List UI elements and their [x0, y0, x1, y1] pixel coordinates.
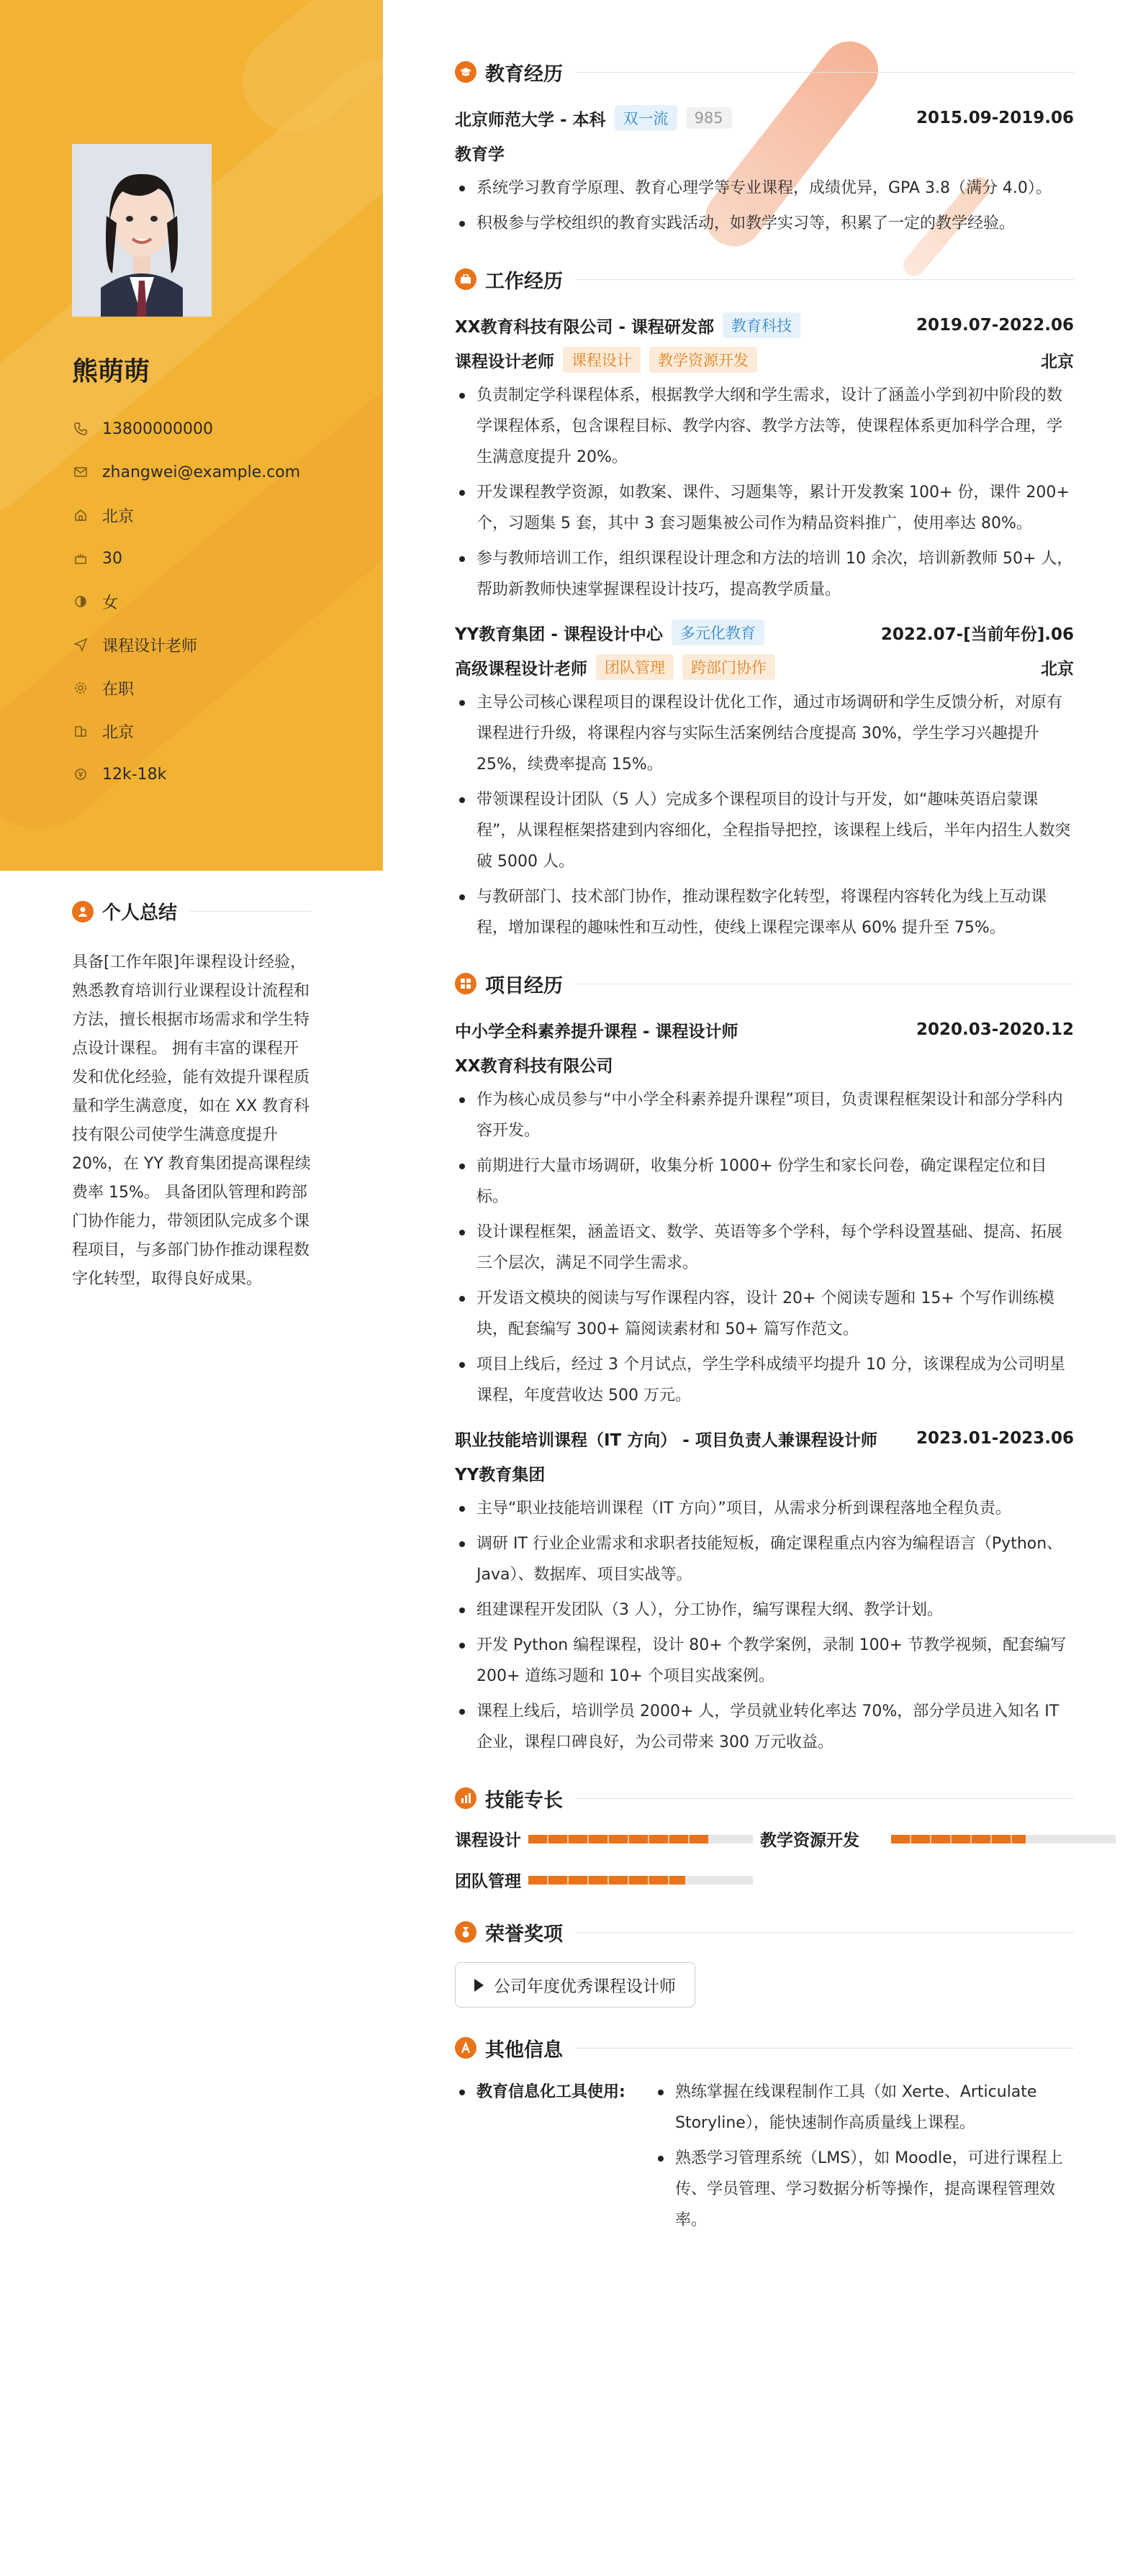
contact-info-list [72, 407, 300, 796]
bullet-list [455, 1084, 1074, 1411]
section-title: 教育经历 [485, 63, 563, 86]
info-text: 13800000000 [102, 419, 213, 438]
award-name: 公司年度优秀课程设计师 [494, 1977, 676, 1996]
list-item: 开发课程教学资源，如教案、课件、习题集等，累计开发教案 100+ 份，课件 200+ 个，习题集 5 套，其中 3 套习题集被公司作为精品资料推广，使用率达 80%。 [455, 477, 1074, 539]
education-section [455, 56, 1074, 239]
project-entry [455, 1421, 1074, 1758]
phone-icon [72, 420, 89, 437]
bullet-list [455, 1493, 1074, 1758]
age-icon [72, 550, 89, 567]
bullet-list [455, 687, 1074, 943]
tag: 985 [686, 107, 732, 129]
list-item: 设计课程框架，涵盖语文、数学、英语等多个学科，每个学科设置基础、提高、拓展三个层次，满足不同学生需求。 [455, 1217, 1074, 1279]
briefcase-icon [455, 268, 476, 290]
entry-heading [455, 101, 1074, 135]
list-item: 带领课程设计团队（5 人）完成多个课程项目的设计与开发，如“趣味英语启蒙课程”，从课程框架搭建到内容细化，全程指导把控，该课程上线后，半年内招生人数突破 5000 人。 [455, 784, 1074, 877]
entry-subheading [455, 135, 1074, 170]
summary-header [72, 898, 311, 925]
list-item: 熟练掌握在线课程制作工具（如 Xerte、Articulate Storyline），能快速制作高质量线上课程。 [654, 2077, 1074, 2139]
period: 2022.07-[当前年份].06 [880, 625, 1074, 644]
project-entry [455, 1012, 1074, 1411]
info-phone [72, 407, 300, 450]
divider [576, 1798, 1074, 1799]
tag: 课程设计 [563, 347, 641, 373]
person-icon [72, 901, 94, 922]
gender-icon [72, 593, 89, 610]
work-header [455, 263, 1074, 295]
main-content [455, 56, 1074, 2264]
info-location [72, 494, 300, 537]
school-name: 北京师范大学 - 本科 [455, 110, 606, 130]
projects-section [455, 968, 1074, 1758]
work-entry [455, 615, 1074, 943]
skill-name: 课程设计 [455, 1831, 521, 1850]
section-title: 其他信息 [485, 2038, 563, 2062]
info-text: 课程设计老师 [102, 637, 198, 656]
entry-heading [455, 1421, 1074, 1456]
tag: 跨部门协作 [682, 654, 775, 680]
role: 课程设计老师 [455, 352, 554, 371]
section-title: 项目经历 [485, 974, 563, 997]
list-item: 负责制定学科课程体系，根据教学大纲和学生需求，设计了涵盖小学到初中阶段的数学课程体系，包含课程目标、教学内容、教学方法等，使课程体系更加科学合理，学生满意度提升 20%。 [455, 380, 1074, 473]
divider [576, 1932, 1074, 1933]
tag: 双一流 [615, 105, 677, 131]
city: 北京 [1041, 352, 1074, 371]
gear-icon [72, 679, 89, 697]
building-icon [72, 722, 89, 740]
list-item: 与教研部门、技术部门协作，推动课程数字化转型，将课程内容转化为线上互动课程，增加课程的趣味性和互动性，使线上课程完课率从 60% 提升至 75%。 [455, 881, 1074, 943]
list-item: 项目上线后，经过 3 个月试点，学生学科成绩平均提升 10 分，该课程成为公司明星课程，年度营收达 500 万元。 [455, 1349, 1074, 1411]
honors-section [455, 1916, 1074, 2008]
project-name: 职业技能培训课程（IT 方向） - 项目负责人兼课程设计师 [455, 1430, 877, 1450]
work-entry [455, 308, 1074, 605]
info-gender [72, 580, 300, 623]
other-label: 教育信息化工具使用: [455, 2077, 654, 2240]
skill-level-fill [528, 1835, 708, 1843]
entry-subheading [455, 1456, 1074, 1490]
period: 2020.03-2020.12 [916, 1020, 1074, 1039]
skill-name: 团队管理 [455, 1872, 521, 1891]
entry-heading [455, 308, 1074, 343]
coin-icon [72, 766, 89, 783]
skill-bar [891, 1835, 1116, 1843]
grid-icon [455, 973, 476, 994]
section-title: 技能专长 [485, 1789, 563, 1812]
info-text: 女 [102, 594, 119, 612]
info-age [72, 537, 300, 580]
letter-a-icon [455, 2037, 476, 2059]
education-header [455, 56, 1074, 88]
info-text: 12k-18k [102, 765, 167, 784]
major: 教育学 [455, 145, 505, 164]
skills-header [455, 1782, 1074, 1814]
list-item: 课程上线后，培训学员 2000+ 人，学员就业转化率达 70%，部分学员进入知名 IT 企业，课程口碑良好，为公司带来 300 万元收益。 [455, 1696, 1074, 1758]
info-text: 北京 [102, 507, 135, 526]
skill-bar [528, 1876, 753, 1885]
tag: 教学资源开发 [649, 347, 757, 373]
divider [190, 911, 311, 912]
info-city [72, 709, 300, 753]
section-title: 工作经历 [485, 270, 563, 293]
list-item: 开发语文模块的阅读与写作课程内容，设计 20+ 个阅读专题和 15+ 个写作训练模块，配套编写 300+ 篇阅读素材和 50+ 篇写作范文。 [455, 1283, 1074, 1345]
other-section [455, 2032, 1074, 2240]
other-header [455, 2032, 1074, 2064]
divider [576, 279, 1074, 280]
bullet-list [654, 2077, 1074, 2240]
company-name: XX教育科技有限公司 - 课程研发部 [455, 317, 715, 337]
tag: 多元化教育 [672, 620, 764, 645]
projects-header [455, 968, 1074, 999]
entry-subheading [455, 343, 1074, 377]
education-entry [455, 101, 1074, 239]
info-email [72, 450, 300, 494]
other-item [455, 2077, 1074, 2240]
skill-level-fill [891, 1835, 1026, 1843]
tag: 教育科技 [723, 312, 800, 338]
divider [576, 72, 1074, 73]
entry-heading [455, 615, 1074, 650]
sidebar-profile [0, 0, 383, 871]
list-item: 主导公司核心课程项目的课程设计优化工作，通过市场调研和学生反馈分析，对原有课程进行升级，将课程内容与实际生活案例结合度提高 30%，学生学习兴趣提升 25%，续费率提高 15%。 [455, 687, 1074, 780]
list-item: 组建课程开发团队（3 人），分工协作，编写课程大纲、教学计划。 [455, 1595, 1074, 1625]
list-item: 调研 IT 行业企业需求和求职者技能短板，确定课程重点内容为编程语言（Python、Java）、数据库、项目实战等。 [455, 1528, 1074, 1590]
section-title: 个人总结 [102, 902, 178, 924]
info-text: 30 [102, 549, 122, 568]
divider [576, 2048, 1074, 2049]
list-item: 主导“职业技能培训课程（IT 方向）”项目，从需求分析到课程落地全程负责。 [455, 1493, 1074, 1524]
profile-photo [72, 144, 212, 317]
role: 高级课程设计老师 [455, 659, 587, 679]
info-status [72, 666, 300, 709]
medal-icon [455, 1921, 476, 1943]
list-item: 参与教师培训工作，组织课程设计理念和方法的培训 10 余次，培训新教师 50+ 人，帮助新教师快速掌握课程设计技巧，提高教学质量。 [455, 543, 1074, 605]
award-chip [455, 1962, 695, 2008]
list-item: 开发 Python 编程课程，设计 80+ 个教学案例，录制 100+ 节教学视频，配套编写 200+ 道练习题和 10+ 个项目实战案例。 [455, 1630, 1074, 1692]
bullet-list [455, 173, 1074, 239]
city: 北京 [1041, 659, 1074, 679]
period: 2019.07-2022.06 [916, 316, 1074, 335]
home-icon [72, 507, 89, 524]
info-salary [72, 753, 300, 796]
info-text: zhangwei@example.com [102, 463, 301, 481]
period: 2023.01-2023.06 [916, 1429, 1074, 1448]
info-job-target [72, 623, 300, 666]
mail-icon [72, 463, 89, 481]
skill-bar [528, 1835, 753, 1843]
organization: YY教育集团 [455, 1465, 546, 1484]
info-text: 在职 [102, 680, 135, 699]
period: 2015.09-2019.06 [916, 109, 1074, 127]
list-item: 前期进行大量市场调研，收集分析 1000+ 份学生和家长问卷，确定课程定位和目标。 [455, 1151, 1074, 1212]
portrait-image [72, 144, 212, 317]
skill-name: 教学资源开发 [760, 1831, 859, 1850]
work-section [455, 263, 1074, 943]
skill-grid [455, 1827, 1074, 1892]
entry-subheading [455, 1047, 1074, 1081]
tag: 团队管理 [596, 654, 674, 680]
play-icon [474, 1979, 484, 1992]
organization: XX教育科技有限公司 [455, 1056, 613, 1076]
list-item: 系统学习教育学原理、教育心理学等专业课程，成绩优异，GPA 3.8（满分 4.0）。 [455, 173, 1074, 204]
graduation-cap-icon [455, 61, 476, 83]
skills-section [455, 1782, 1074, 1892]
bullet-list [455, 380, 1074, 605]
section-title: 荣誉奖项 [485, 1923, 563, 1946]
skill-level-fill [528, 1876, 685, 1885]
entry-heading [455, 1012, 1074, 1047]
list-item: 熟悉学习管理系统（LMS），如 Moodle，可进行课程上传、学员管理、学习数据分析等操作，提高课程管理效率。 [654, 2143, 1074, 2236]
send-icon [72, 636, 89, 653]
candidate-name: 熊萌萌 [72, 357, 150, 386]
list-item: 积极参与学校组织的教育实践活动，如教学实习等，积累了一定的教学经验。 [455, 208, 1074, 239]
summary-text: 具备[工作年限]年课程设计经验，熟悉教育培训行业课程设计流程和方法，擅长根据市场需求和学生特点设计课程。 拥有丰富的课程开发和优化经验，能有效提升课程质量和学生满意度，如在 XX 教育科技有限公司使学生满意度提升 20%，在 YY 教育集团提高课程续费率 15%。 具备团队管理和跨部门协作能力，带领团队完成多个课程项目，与多部门协作推动课程数字化转型，取得良好成果。 [72, 953, 311, 1288]
project-name: 中小学全科素养提升课程 - 课程设计师 [455, 1022, 738, 1041]
entry-subheading [455, 650, 1074, 684]
info-text: 北京 [102, 723, 135, 742]
honors-header [455, 1916, 1074, 1948]
bar-chart-icon [455, 1787, 476, 1809]
list-item: 作为核心成员参与“中小学全科素养提升课程”项目，负责课程框架设计和部分学科内容开发。 [455, 1084, 1074, 1146]
company-name: YY教育集团 - 课程设计中心 [455, 625, 663, 644]
